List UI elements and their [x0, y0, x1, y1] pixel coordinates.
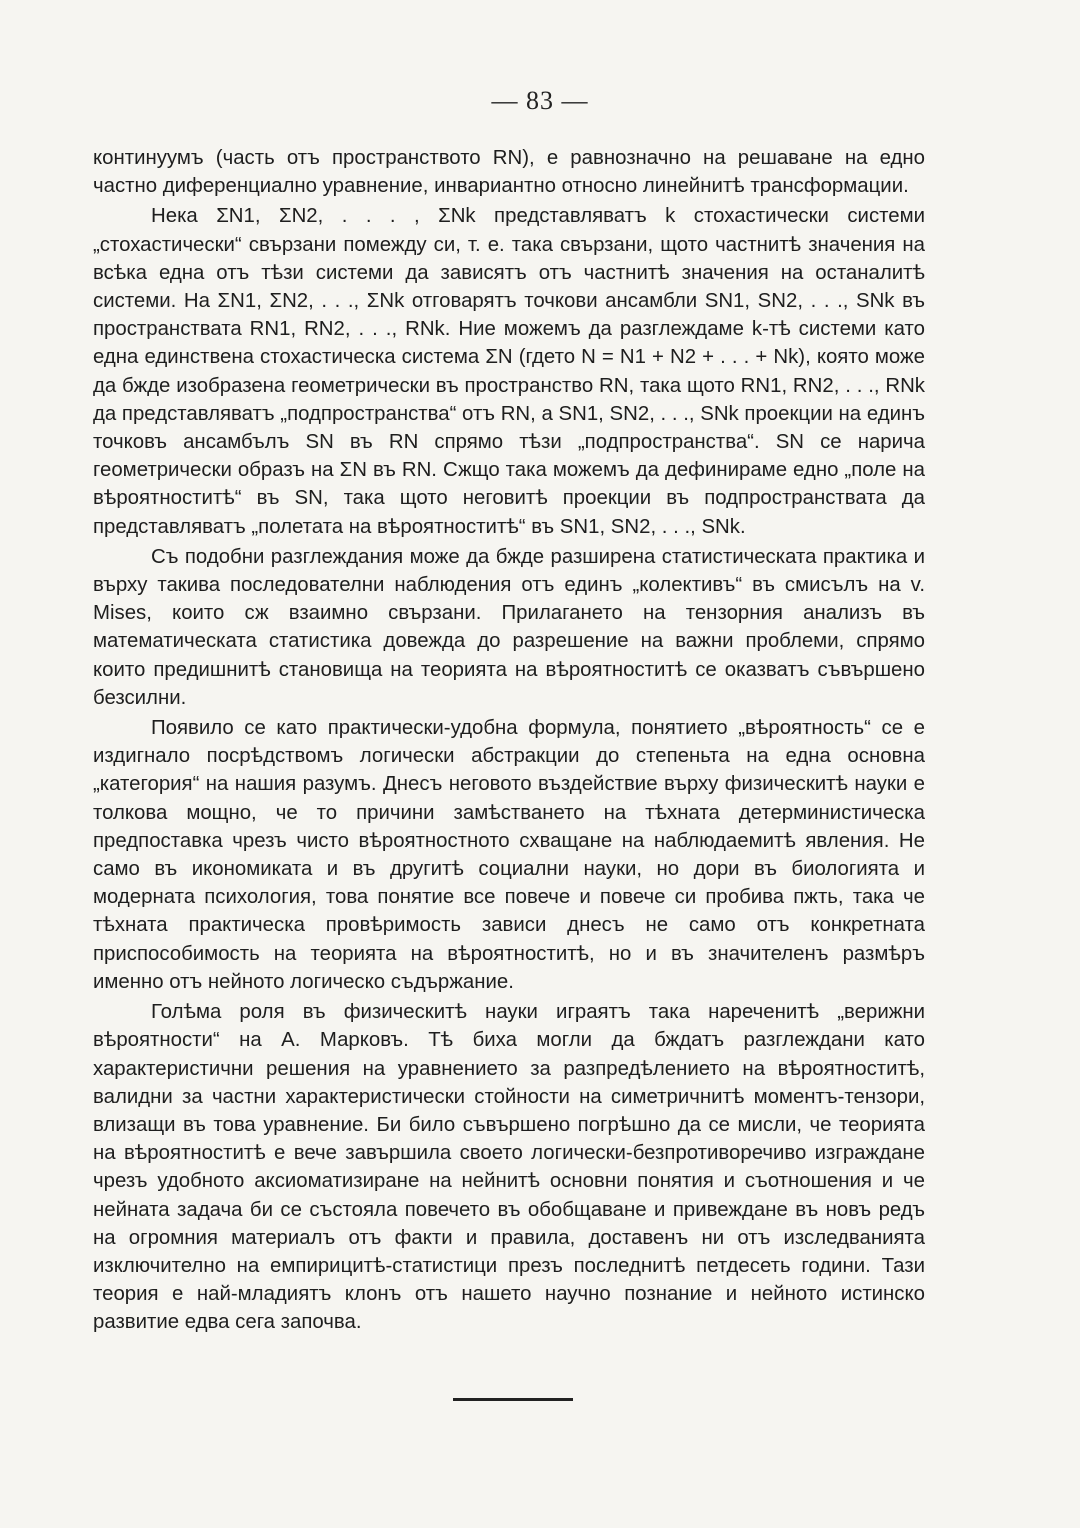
body-text: [93, 144, 925, 1339]
paragraph-continuation: континуумъ (часть отъ пространството RN), е равнозначно на решаване на едно частно диференциално уравнение, инвариантно относно линейнитѣ трансформации.: [93, 147, 925, 198]
paragraph-stochastic-systems: Нека ΣN1, ΣN2, . . . , ΣNk представляватъ k стохастически системи „стохастически“ свързани помежду си, т. е. така свързани, щото частнитѣ значения на всѣка една отъ тѣзи системи да зависятъ отъ частнитѣ значения на останалитѣ системи. На ΣN1, ΣN2, . . ., ΣNk отговарятъ точкови ансамбли SN1, SN2, . . ., SNk въ пространствата RN1, RN2, . . ., RNk. Ние можемъ да разглеждаме k-тѣ системи като една единствена стохастическа система ΣN (гдето N = N1 + N2 + . . . + Nk), която може да бжде изобразена геометрически въ пространство RN, така щото RN1, RN2, . . ., RNk да представляватъ „подпространства“ отъ RN, а SN1, SN2, . . ., SNk проекции на единъ точковъ ансамбълъ SN въ RN спрямо тѣзи „подпространства“. SN се нарича геометрически образъ на ΣN въ RN. Сжщо така можемъ да дефинираме едно „поле на вѣроятноститѣ“ въ SN, така щото неговитѣ проекции въ подпространствата да представляватъ „полетата на вѣроятноститѣ“ въ SN1, SN2, . . ., SNk.: [93, 205, 925, 538]
paragraph-statistical-practice: Съ подобни разглеждания може да бжде разширена статистическата практика и върху такива последователни наблюдения отъ единъ „колективъ“ въ смисълъ на v. Mises, които сж взаимно свързани. Прилагането на тензорния анализъ въ математическата статистика довежда до разрешение на важни проблеми, спрямо които предишнитѣ становища на теорията на вѣроятноститѣ се оказватъ съвършено безсилни.: [93, 545, 925, 709]
page-number: — 83 —: [491, 86, 589, 115]
paragraph-markov-chains: Голѣма роля въ физическитѣ науки играятъ така нареченитѣ „верижни вѣроятности“ на А. Марковъ. Тѣ биха могли да бждатъ разглеждани като характеристични решения на уравнението за разпредѣлението на вѣроятноститѣ, валидни за частни характеристически стойности на симетричнитѣ моментъ-тензори, влизащи въ това уравнение. Би било съвършено погрѣшно да се мисли, че теорията на вѣроятноститѣ е вече завършила своето логически-безпротиворечиво изграждане чрезъ удобното аксиоматизиране на нейнитѣ основни понятия и съотношения и че нейната задача би се състояла повечето въ обобщаване и привеждане въ новъ редъ на огромния материалъ отъ факти и правила, доставенъ ни отъ изследванията изключително на емпирицитѣ-статистици презъ последнитѣ петдесеть години. Тази теория е най-младиятъ клонъ отъ нашето научно познание и нейното истинско развитие едва сега започва.: [93, 1001, 925, 1334]
paragraph-probability-concept: Появило се като практически-удобна формула, понятието „вѣроятность“ се е издигнало посрѣдствомъ логически абстракции до степеньта на една основна „категория“ на нашия разумъ. Днесъ неговото въздействие върху физическитѣ науки е толкова мощно, че то причини замѣстването на тѣхната детерминистическа предпоставка чрезъ чисто вѣроятностното схващане на наблюдаемитѣ явления. Не само въ икономиката и въ другитѣ социални науки, но дори въ биологията и модерната психология, това понятие все повече и повече си пробива пжть, така че тѣхната практическа провѣримость зависи днесъ не само отъ конкретната приспособимость на теорията на вѣроятноститѣ, но и въ значителенъ размѣръ именно отъ нейното логическо съдържание.: [93, 717, 925, 993]
closing-rule: [453, 1398, 573, 1401]
